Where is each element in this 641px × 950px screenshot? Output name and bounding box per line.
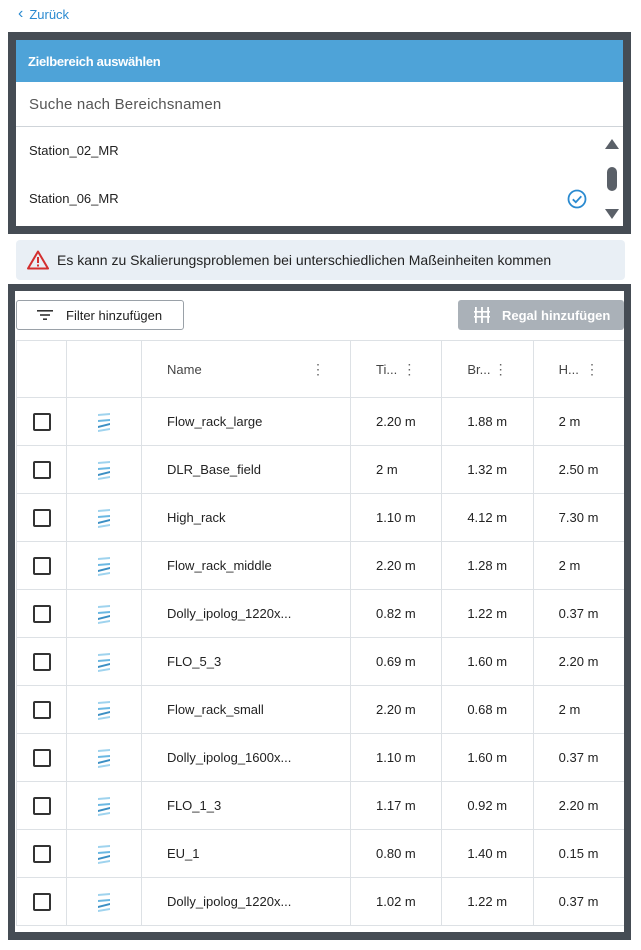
add-rack-label: Regal hinzufügen [502, 307, 611, 323]
row-name: Flow_rack_middle [142, 542, 351, 590]
row-select-cell [17, 590, 67, 638]
check-circle-icon [567, 189, 587, 209]
area-list-scrollbar[interactable] [605, 139, 619, 223]
row-width: 1.28 m [442, 542, 533, 590]
filter-lines-icon [36, 309, 54, 321]
row-icon-cell [67, 494, 142, 542]
row-depth: 0.80 m [351, 830, 442, 878]
row-name: EU_1 [142, 830, 351, 878]
row-width: 1.88 m [442, 398, 533, 446]
row-select-cell [17, 638, 67, 686]
row-depth: 1.17 m [351, 782, 442, 830]
row-width: 1.40 m [442, 830, 533, 878]
row-checkbox[interactable] [33, 749, 51, 767]
row-icon-cell [67, 590, 142, 638]
table-header-row [17, 341, 625, 398]
table-row[interactable] [17, 494, 625, 542]
row-height: 0.37 m [533, 734, 624, 782]
rack-icon [473, 306, 491, 324]
row-name: FLO_5_3 [142, 638, 351, 686]
row-select-cell [17, 398, 67, 446]
area-list-item[interactable]: Station_02_MR [29, 143, 119, 158]
column-header-label: H... [558, 361, 579, 377]
rack-item-icon [94, 555, 114, 577]
row-checkbox[interactable] [33, 893, 51, 911]
row-width: 4.12 m [442, 494, 533, 542]
scroll-down-icon[interactable] [605, 209, 619, 219]
column-menu-icon[interactable]: ⋮ [493, 360, 508, 377]
row-depth: 2 m [351, 446, 442, 494]
rack-item-icon [94, 795, 114, 817]
rack-item-icon [94, 891, 114, 913]
row-name: Dolly_ipolog_1600x... [142, 734, 351, 782]
rack-item-icon [94, 507, 114, 529]
warning-text: Es kann zu Skalierungsproblemen bei unterschiedlichen Maßeinheiten kommen [57, 252, 552, 268]
row-name: Dolly_ipolog_1220x... [142, 878, 351, 926]
row-select-cell [17, 734, 67, 782]
row-height: 0.37 m [533, 590, 624, 638]
table-row[interactable] [17, 830, 625, 878]
row-name: High_rack [142, 494, 351, 542]
row-icon-cell [67, 830, 142, 878]
row-name: DLR_Base_field [142, 446, 351, 494]
row-select-cell [17, 494, 67, 542]
row-height: 0.37 m [533, 878, 624, 926]
row-depth: 0.69 m [351, 638, 442, 686]
row-select-cell [17, 878, 67, 926]
table-row[interactable] [17, 686, 625, 734]
scroll-thumb[interactable] [607, 167, 617, 191]
table-row[interactable] [17, 878, 625, 926]
row-checkbox[interactable] [33, 653, 51, 671]
column-menu-icon[interactable]: ⋮ [585, 360, 599, 377]
add-filter-button[interactable] [16, 300, 184, 330]
row-height: 2 m [533, 398, 624, 446]
row-icon-cell [67, 398, 142, 446]
zielbereich-card [16, 40, 623, 226]
add-rack-button[interactable] [458, 300, 624, 330]
row-height: 2.20 m [533, 638, 624, 686]
rack-item-icon [94, 459, 114, 481]
row-width: 1.60 m [442, 734, 533, 782]
header-icon-cell [67, 341, 142, 398]
add-filter-label: Filter hinzufügen [66, 307, 163, 323]
back-link-label: Zurück [29, 6, 70, 22]
scroll-up-icon[interactable] [605, 139, 619, 149]
row-depth: 1.10 m [351, 734, 442, 782]
zielbereich-panel [8, 32, 631, 234]
row-height: 0.15 m [533, 830, 624, 878]
row-depth: 1.02 m [351, 878, 442, 926]
row-icon-cell [67, 638, 142, 686]
row-icon-cell [67, 686, 142, 734]
scaling-warning [16, 240, 625, 280]
column-menu-icon[interactable]: ⋮ [402, 360, 417, 377]
row-depth: 2.20 m [351, 542, 442, 590]
row-checkbox[interactable] [33, 509, 51, 527]
row-checkbox[interactable] [33, 413, 51, 431]
back-link[interactable] [18, 4, 69, 24]
row-name: Flow_rack_small [142, 686, 351, 734]
column-header-height[interactable] [533, 341, 624, 398]
row-height: 7.30 m [533, 494, 624, 542]
rack-table-card [15, 291, 624, 932]
row-select-cell [17, 782, 67, 830]
row-checkbox[interactable] [33, 557, 51, 575]
column-header-width[interactable] [442, 341, 533, 398]
row-icon-cell [67, 782, 142, 830]
chevron-left-icon: ‹ [18, 5, 24, 22]
row-select-cell [17, 830, 67, 878]
table-row[interactable] [17, 542, 625, 590]
rack-item-icon [94, 843, 114, 865]
row-height: 2.50 m [533, 446, 624, 494]
row-select-cell [17, 686, 67, 734]
table-row[interactable] [17, 734, 625, 782]
column-menu-icon[interactable]: ⋮ [311, 360, 325, 377]
row-width: 0.68 m [442, 686, 533, 734]
row-height: 2 m [533, 542, 624, 590]
row-width: 1.22 m [442, 590, 533, 638]
row-depth: 2.20 m [351, 686, 442, 734]
rack-table-panel [8, 284, 631, 940]
rack-item-icon [94, 747, 114, 769]
column-header-label: Ti... [376, 361, 398, 377]
row-height: 2 m [533, 686, 624, 734]
rack-table [16, 340, 624, 926]
area-search-input[interactable]: Suche nach Bereichsnamen [16, 82, 623, 127]
row-checkbox[interactable] [33, 701, 51, 719]
table-row[interactable] [17, 638, 625, 686]
rack-item-icon [94, 411, 114, 433]
rack-item-icon [94, 699, 114, 721]
zielbereich-header: Zielbereich auswählen [16, 40, 623, 82]
row-name: Dolly_ipolog_1220x... [142, 590, 351, 638]
table-row[interactable] [17, 782, 625, 830]
row-name: FLO_1_3 [142, 782, 351, 830]
table-row[interactable] [17, 446, 625, 494]
row-width: 1.32 m [442, 446, 533, 494]
header-select-cell [17, 341, 67, 398]
row-width: 1.22 m [442, 878, 533, 926]
row-checkbox[interactable] [33, 461, 51, 479]
row-height: 2.20 m [533, 782, 624, 830]
row-checkbox[interactable] [33, 605, 51, 623]
column-header-label: Br... [467, 361, 491, 377]
row-select-cell [17, 542, 67, 590]
row-name: Flow_rack_large [142, 398, 351, 446]
column-header-depth[interactable] [351, 341, 442, 398]
table-row[interactable] [17, 590, 625, 638]
row-width: 1.60 m [442, 638, 533, 686]
table-row[interactable] [17, 398, 625, 446]
row-select-cell [17, 446, 67, 494]
warning-triangle-icon [27, 250, 49, 270]
area-list-item[interactable]: Station_06_MR [29, 191, 119, 206]
row-width: 0.92 m [442, 782, 533, 830]
row-checkbox[interactable] [33, 797, 51, 815]
row-depth: 2.20 m [351, 398, 442, 446]
row-icon-cell [67, 878, 142, 926]
row-icon-cell [67, 734, 142, 782]
column-header-label: Name [167, 361, 202, 377]
row-depth: 1.10 m [351, 494, 442, 542]
row-icon-cell [67, 542, 142, 590]
row-icon-cell [67, 446, 142, 494]
row-depth: 0.82 m [351, 590, 442, 638]
rack-item-icon [94, 651, 114, 673]
column-header-name[interactable] [142, 341, 351, 398]
rack-item-icon [94, 603, 114, 625]
row-checkbox[interactable] [33, 845, 51, 863]
